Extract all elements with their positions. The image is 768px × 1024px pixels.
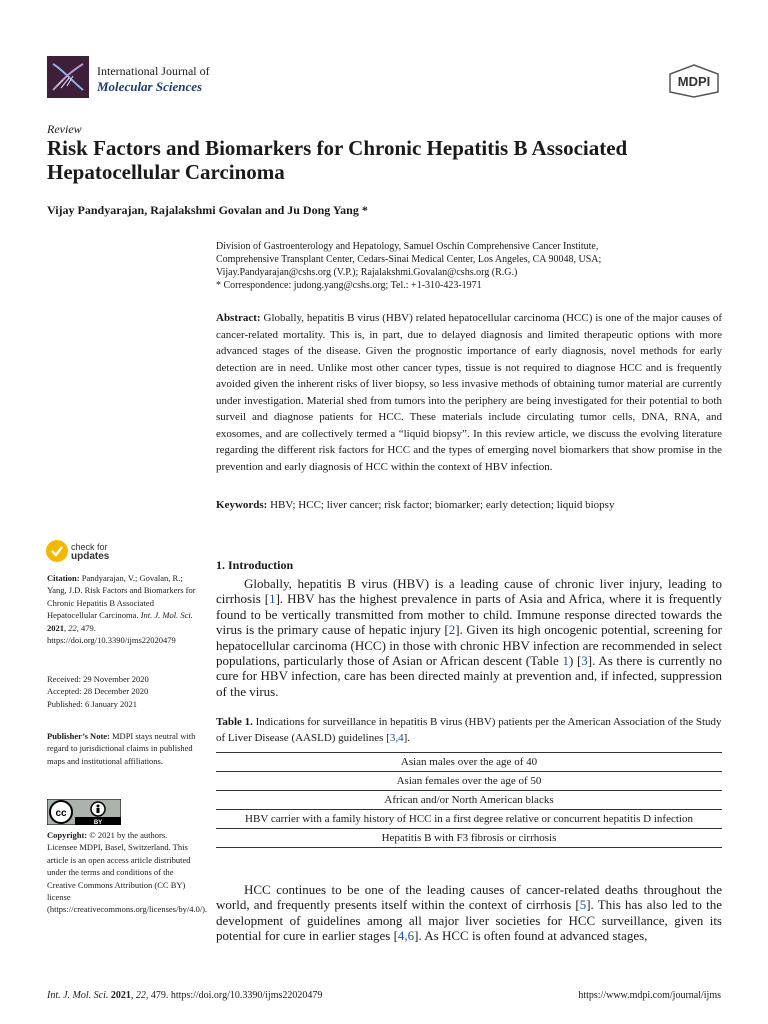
reference-link[interactable]: 4,6 xyxy=(397,928,415,944)
table-caption-label: Table 1. xyxy=(216,716,253,728)
reference-link[interactable]: 2 xyxy=(448,622,456,638)
table-caption xyxy=(216,714,722,746)
table-caption-end: ]. xyxy=(403,732,410,744)
check-updates-icon xyxy=(46,540,68,562)
check-updates-line1: check for xyxy=(71,542,108,552)
surveillance-table xyxy=(216,752,722,848)
text-run: HCC continues to be one of the leading causes of cancer-related deaths throughout the world, and frequently presents itself within the context of cirrhosis [ xyxy=(216,882,722,913)
text-run: ]. As there is currently no cure for HBV infection, care has been directed mainly at prevention and, if infected, suppression of the virus. xyxy=(216,653,722,699)
table-row xyxy=(216,753,722,772)
affiliation-emails: Vijay.Pandyarajan@cshs.org (V.P.); Rajalakshmi.Govalan@cshs.org (R.G.) xyxy=(216,267,518,278)
keywords-text: HBV; HCC; liver cancer; risk factor; biomarker; early detection; liquid biopsy xyxy=(267,499,615,511)
reference-link[interactable]: 1 xyxy=(269,591,276,607)
citation-journal: Int. J. Mol. Sci. xyxy=(140,610,193,621)
authors: Vijay Pandyarajan, Rajalakshmi Govalan and Ju Dong Yang * xyxy=(47,203,368,217)
copyright-text: © 2021 by the authors. Licensee MDPI, Basel, Switzerland. This article is an open access article distributed under the terms and conditions of the Creative Commons Attribution (CC BY) license (https://creativecommons.org/licenses/by/4.0/). xyxy=(47,830,208,915)
footer-year: 2021 xyxy=(110,990,131,1001)
journal-name xyxy=(97,64,210,94)
footer-journal: Int. J. Mol. Sci. xyxy=(47,990,109,1001)
table-row xyxy=(216,791,722,810)
affiliation xyxy=(216,240,726,292)
footer-doi-link[interactable]: , 479. https://doi.org/10.3390/ijms22020479 xyxy=(145,990,323,1001)
table-row xyxy=(216,829,722,848)
affiliation-line: Comprehensive Transplant Center, Cedars-Sinai Medical Center, Los Angeles, CA 90048, USA; xyxy=(216,254,602,265)
publishers-note-label: Publisher’s Note: xyxy=(47,731,110,741)
article-title: Risk Factors and Biomarkers for Chronic Hepatitis B Associated Hepatocellular Carcinoma xyxy=(47,136,628,184)
date-received: Received: 29 November 2020 xyxy=(47,674,149,684)
journal-name-line2: Molecular Sciences xyxy=(97,79,203,94)
table-cell: African and/or North American blacks xyxy=(216,791,722,810)
footer-journal-url[interactable]: https://www.mdpi.com/journal/ijms xyxy=(578,990,721,1001)
text-run: ]. Given its high oncogenic potential, screening for hepatocellular carcinoma (HCC) in those with chronic HBV infection are recommended in select populations, particularly those of Asian or African descent (Table xyxy=(216,622,722,669)
journal-logo-icon xyxy=(47,56,89,98)
svg-text:cc: cc xyxy=(55,808,67,819)
section-heading-introduction: 1. Introduction xyxy=(216,558,294,572)
citation-doi-link[interactable]: , 479. https://doi.org/10.3390/ijms22020479 xyxy=(47,622,176,646)
footer-citation: Int. J. Mol. Sci. 2021, 22, 479. https://doi.org/10.3390/ijms22020479 xyxy=(47,990,323,1001)
cc-by-text: BY xyxy=(93,820,103,825)
check-updates-label xyxy=(71,542,109,562)
reference-link[interactable]: 3 xyxy=(581,653,588,669)
check-updates-line2: updates xyxy=(71,551,110,562)
reference-link[interactable]: 5 xyxy=(579,897,587,913)
abstract xyxy=(216,310,722,475)
journal-name-line1: International Journal of xyxy=(97,64,210,78)
citation-volume: 22 xyxy=(68,622,77,633)
affiliation-line: Division of Gastroenterology and Hepatology, Samuel Oschin Comprehensive Cancer Institute, xyxy=(216,241,599,252)
cc-by-license-icon[interactable] xyxy=(47,799,121,825)
abstract-text: Globally, hepatitis B virus (HBV) related hepatocellular carcinoma (HCC) is one of the major causes of cancer-related mortality. This is, in part, due to delayed diagnosis and limited therapeutic options with more advanced stages of the disease. Given the prognostic importance of early diagnosis, novel methods for early detection are in need. Unlike most other cancer types, tissue is not required to diagnose HCC and is frequently avoided given the inherent risks of liver biopsy, so less invasive methods of obtaining tumor material are currently under investigation. Material shed from tumors into the periphery are being investigated for their potential to both surveil and diagnose patients for HCC. These materials include circulating tumor cells, DNA, RNA, and exosomes, and are collectively termed a “liquid biopsy”. In this review article, we discuss the evolving literature regarding the different risk factors for HCC and the types of emerging novel biomarkers that show promise in the prevention and early diagnosis of HCC within the context of HBV infection. xyxy=(216,312,722,473)
publishers-note-text: MDPI stays neutral with regard to jurisdictional claims in published maps and institutional affiliations. xyxy=(47,731,196,766)
keywords xyxy=(216,498,722,512)
date-accepted: Accepted: 28 December 2020 xyxy=(47,686,149,697)
body-paragraph xyxy=(216,882,722,944)
mdpi-logo-icon xyxy=(668,64,720,98)
text-run: ]. HBV has the highest prevalence in parts of Asia and Africa, where it is frequently found to be vertically transmitted from mother to child. Immune response directed towards the virus is the primary cause of hepatic injury [ xyxy=(216,591,722,638)
text-run: ]. As HCC is often found at advanced stages, xyxy=(414,928,648,944)
date-published: Published: 6 January 2021 xyxy=(47,698,137,709)
citation: Citation: Pandyarajan, V.; Govalan, R.; Yang, J.D. Risk Factors and Biomarkers for Chronic Hepatitis B Associated Hepatocellular Carcinoma. Int. J. Mol. Sci. 2021, 22, 479. https://doi.org/10.3390/ijms22020479 xyxy=(47,573,196,646)
table-cell: Asian females over the age of 50 xyxy=(216,772,722,791)
copyright-label: Copyright: xyxy=(47,830,88,840)
copyright xyxy=(47,829,208,916)
table-cell: HBV carrier with a family history of HCC in a first degree relative or concurrent hepatitis D infection xyxy=(216,810,722,829)
table-row xyxy=(216,772,722,791)
text-run: ) [ xyxy=(568,653,582,669)
table-row xyxy=(216,810,722,829)
abstract-label: Abstract: xyxy=(216,312,261,324)
article-type: Review xyxy=(47,122,82,136)
text-run: ]. This has also led to the development of guidelines among all major liver societies for HCC surveillance, given its potential for cure in earlier stages [ xyxy=(216,897,722,944)
intro-paragraph xyxy=(216,576,722,699)
correspondence: * Correspondence: judong.yang@cshs.org; Tel.: +1-310-423-1971 xyxy=(216,280,482,291)
article-dates xyxy=(47,673,199,710)
reference-link[interactable]: 3,4 xyxy=(389,732,404,744)
table-link[interactable]: 1 xyxy=(562,653,569,669)
table-cell: Hepatitis B with F3 fibrosis or cirrhosis xyxy=(216,829,722,848)
footer-volume: 22 xyxy=(135,990,146,1001)
citation-text: Pandyarajan, V.; Govalan, R.; Yang, J.D. Risk Factors and Biomarkers for Chronic Hepatitis B Associated Hepatocellular Carcinoma. xyxy=(47,573,196,621)
mdpi-logo-text: MDPI xyxy=(677,74,711,89)
citation-label: Citation: xyxy=(47,573,80,583)
table-caption-text: Indications for surveillance in hepatitis B virus (HBV) patients per the American Association of the Study of Liver Disease (AASLD) guidelines [ xyxy=(216,716,722,744)
keywords-label: Keywords: xyxy=(216,499,268,511)
table-cell: Asian males over the age of 40 xyxy=(216,753,722,772)
publishers-note xyxy=(47,730,199,767)
text-run: Globally, hepatitis B virus (HBV) is a leading cause of chronic liver injury, leading to cirrhosis [ xyxy=(216,576,722,607)
citation-year: 2021 xyxy=(47,622,64,633)
check-for-updates-button[interactable] xyxy=(46,540,136,564)
